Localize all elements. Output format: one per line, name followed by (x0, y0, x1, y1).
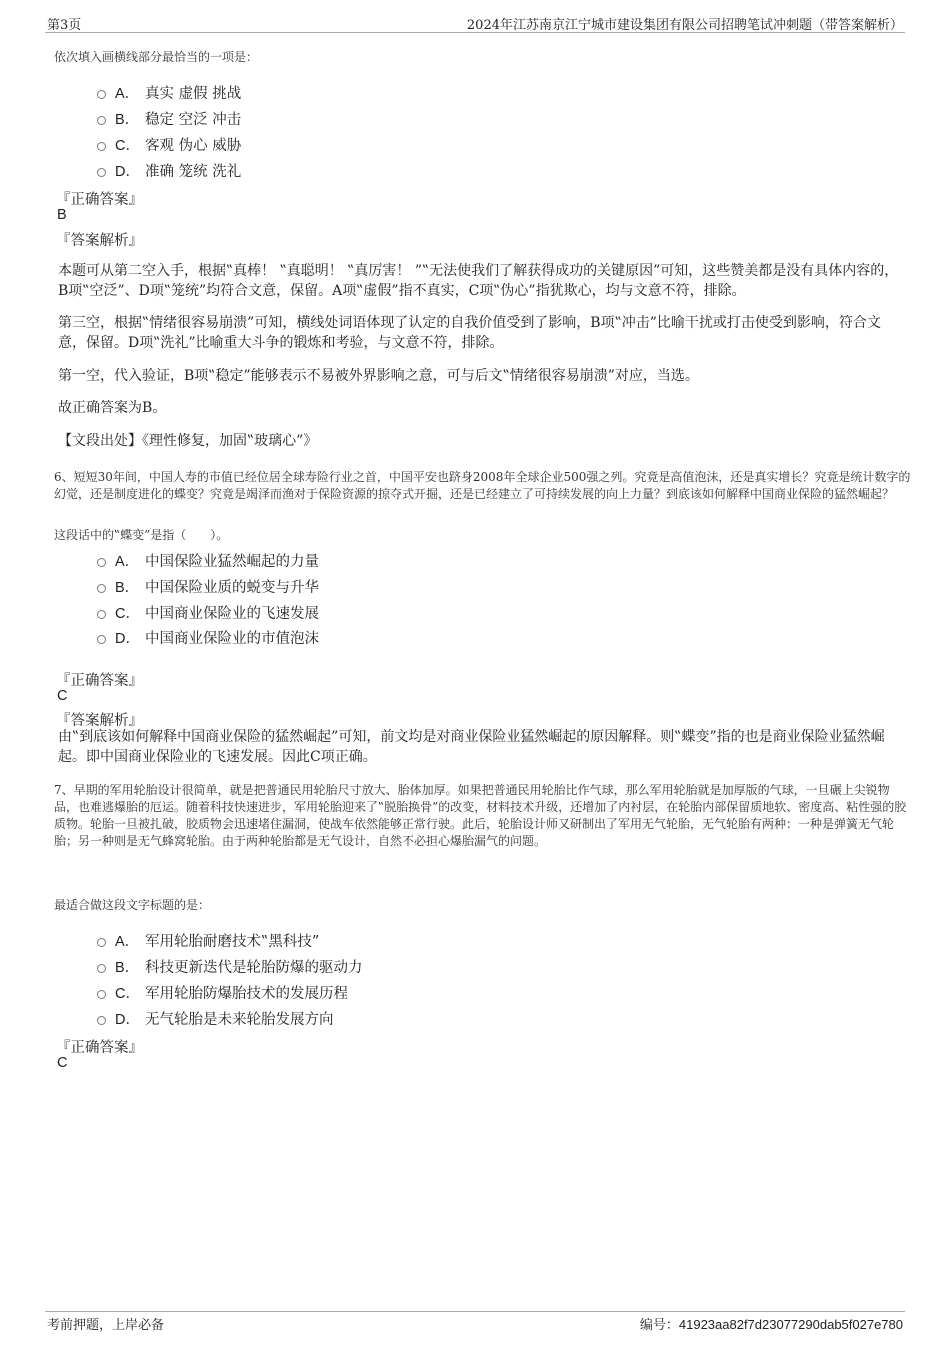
option-text: 稳定 空泛 冲击 (145, 111, 242, 128)
option-text: 中国保险业质的蜕变与升华 (145, 579, 319, 596)
q7-option-c[interactable] (97, 981, 348, 1003)
footer-divider (45, 1311, 905, 1312)
q5-option-b[interactable] (97, 107, 241, 129)
footer-slogan: 考前押题，上岸必备 (47, 1318, 165, 1333)
radio-icon[interactable] (97, 90, 106, 99)
q7-option-a[interactable] (97, 929, 319, 951)
option-text: 科技更新迭代是轮胎防爆的驱动力 (145, 959, 363, 976)
option-letter: B． (115, 111, 140, 128)
document-title: 2024年江苏南京江宁城市建设集团有限公司招聘笔试冲刺题（带答案解析） (466, 18, 903, 33)
q6-option-c[interactable] (97, 601, 319, 623)
q5-option-d[interactable] (97, 159, 241, 181)
radio-icon[interactable] (97, 635, 106, 644)
option-letter: D． (115, 163, 140, 180)
option-letter: B． (115, 959, 140, 976)
radio-icon[interactable] (97, 116, 106, 125)
option-text: 真实 虚假 挑战 (145, 85, 242, 102)
option-letter: C． (115, 605, 140, 622)
q6-analysis-label: 『答案解析』 (56, 713, 143, 729)
q7-stem: 7、早期的军用轮胎设计很简单，就是把普通民用轮胎尺寸放大、胎体加厚。如果把普通民用轮胎比作气球，那么军用轮胎就是加厚版的气球，一旦碾上尖锐物品，也难逃爆胎的厄运。随着科技快速进步，军用轮胎迎来了‟脱胎换骨”的改变，材料技术升级，还增加了内衬层，在轮胎内部保留质地软、密度高、粘性强的胶质物。轮胎一旦被扎破，胶质物会迅速堵住漏洞，使战车依然能够正常行驶。此后，轮胎设计师又研制出了军用无气轮胎，无气轮胎有两种：一种是弹簧无气轮胎；另一种则是无气蜂窝轮胎。由于两种轮胎都是无气设计，自然不必担心爆胎漏气的问题。 (54, 783, 907, 848)
option-letter: A． (115, 85, 140, 102)
option-text: 中国商业保险业的市值泡沫 (145, 630, 319, 647)
radio-icon[interactable] (97, 142, 106, 151)
q5-prompt: 依次填入画横线部分最恰当的一项是： (54, 50, 259, 64)
option-text: 准确 笼统 洗礼 (145, 163, 242, 180)
q6-analysis: 由‟到底该如何解释中国商业保险的猛然崛起”可知，前文均是对商业保险业猛然崛起的原因解释。则‟蝶变”指的也是商业保险业猛然崛起。即中国商业保险业的飞速发展。因此C项正确。 (58, 729, 885, 765)
q6-question: 这段话中的‟蝶变”是指（ ）。 (54, 528, 229, 542)
option-text: 军用轮胎耐磨技术‟黑科技” (145, 933, 320, 950)
q7-answer: C (57, 1055, 68, 1071)
radio-icon[interactable] (97, 964, 106, 973)
q7-answer-label: 『正确答案』 (56, 1040, 143, 1056)
q7-question: 最适合做这段文字标题的是： (54, 898, 211, 912)
q5-answer-label: 『正确答案』 (56, 192, 143, 208)
q5-option-c[interactable] (97, 133, 241, 155)
header-divider (45, 32, 905, 33)
q5-analysis-paragraph: 第三空，根据‟情绪很容易崩溃”可知，横线处词语体现了认定的自我价值受到了影响，B项‟冲击”比喻干扰或打击使受到影响，符合文意，保留。D项‟洗礼”比喻重大斗争的锻炼和考验，与文意不符，排除。 (58, 315, 881, 351)
q5-source: 【文段出处】《理性修复，加固‟玻璃心”》 (58, 433, 318, 449)
q6-option-d[interactable] (97, 626, 319, 648)
q5-analysis-paragraph: 第一空，代入验证，B项‟稳定”能够表示不易被外界影响之意，可与后文‟情绪很容易崩溃”对应，当选。 (58, 368, 699, 384)
option-text: 军用轮胎防爆胎技术的发展历程 (145, 985, 348, 1002)
radio-icon[interactable] (97, 558, 106, 567)
option-text: 客观 伪心 威胁 (145, 137, 242, 154)
page-number: 第3页 (47, 18, 82, 33)
q6-answer-label: 『正确答案』 (56, 673, 143, 689)
radio-icon[interactable] (97, 938, 106, 947)
radio-icon[interactable] (97, 584, 106, 593)
radio-icon[interactable] (97, 990, 106, 999)
option-letter: C． (115, 137, 140, 154)
q6-option-b[interactable] (97, 575, 319, 597)
option-letter: A． (115, 553, 140, 570)
q6-stem: 6、短短30年间，中国人寿的市值已经位居全球寿险行业之首，中国平安也跻身2008年全球企业500强之列。究竟是高值泡沫，还是真实增长？究竟是统计数字的幻觉，还是制度进化的蝶变？究竟是竭泽而渔对于保险资源的掠夺式开掘，还是已经建立了可持续发展的向上力量？到底该如何解释中国商业保险的猛然崛起？ (54, 470, 911, 501)
code-label: 编号： (639, 1318, 679, 1333)
q5-analysis-label: 『答案解析』 (56, 233, 143, 249)
q5-option-a[interactable] (97, 81, 241, 103)
option-text: 中国商业保险业的飞速发展 (145, 605, 319, 622)
document-code (640, 1314, 903, 1333)
q5-analysis-conclusion: 故正确答案为B。 (58, 400, 167, 416)
option-letter: C． (115, 985, 140, 1002)
option-letter: B． (115, 579, 140, 596)
option-text: 无气轮胎是未来轮胎发展方向 (145, 1011, 334, 1028)
q5-answer: B (57, 207, 67, 223)
option-letter: A． (115, 933, 140, 950)
radio-icon[interactable] (97, 1016, 106, 1025)
option-letter: D． (115, 630, 140, 647)
option-text: 中国保险业猛然崛起的力量 (145, 553, 319, 570)
q5-analysis-paragraph: 本题可从第二空入手，根据‟真棒！ ‟真聪明！ ‟真厉害！ ”‟无法使我们了解获得成功的关键原因”可知，这些赞美都是没有具体内容的，B项‟空泛”、D项‟笼统”均符合文意，保留。A项‟虚假”指不真实，C项‟伪心”指犹欺心，均与文意不符，排除。 (58, 263, 899, 299)
code-value: 41923aa82f7d23077290dab5f027e780 (678, 1317, 903, 1332)
q7-option-d[interactable] (97, 1007, 334, 1029)
radio-icon[interactable] (97, 168, 106, 177)
q6-option-a[interactable] (97, 549, 319, 571)
q7-option-b[interactable] (97, 955, 363, 977)
radio-icon[interactable] (97, 610, 106, 619)
q6-answer: C (57, 688, 68, 704)
option-letter: D． (115, 1011, 140, 1028)
